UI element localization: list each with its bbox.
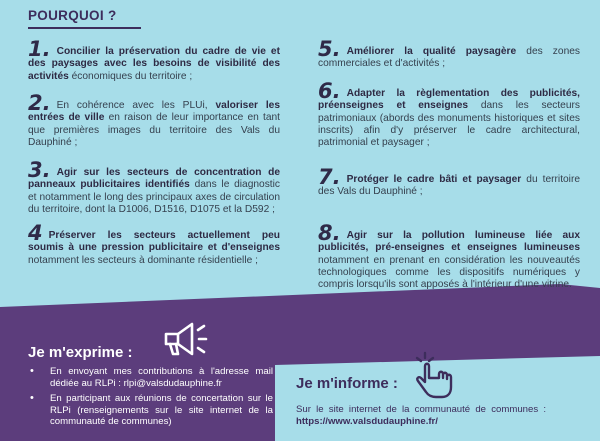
- title-underline: [28, 27, 141, 29]
- expression-list: [28, 366, 273, 432]
- objective-5: 5. Améliorer la qualité paysagère des zones commerciales et d'activités ;: [318, 37, 580, 70]
- information-text: Sur le site internet de la communauté de communes : https://www.valsdudauphine.fr/: [296, 404, 546, 427]
- objective-2: 2. En cohérence avec les PLUi, valoriser les entrées de ville en raison de leur importance en tant que premières images du territoire des Vals du Dauphiné ;: [28, 91, 280, 148]
- objective-6: 6. Adapter la règlementation des publicités, préenseignes et enseignes dans les secteurs patrimoniaux (abords des monuments historiques et sites inscrits) afin d'y préserver le cadre architectural, patrimonial et paysager ;: [318, 79, 580, 149]
- megaphone-icon: [158, 318, 210, 362]
- objective-8: 8. Agir sur la pollution lumineuse liée aux publicités, pré-enseignes et enseignes lumineuses notamment en prenant en considération les nouveautés technologiques comme les dispositifs numériques y compris lorsqu'ils sont apposés à l'intérieur d'une vitrine.: [318, 221, 580, 291]
- objective-4: 4 Préserver les secteurs actuellement peu soumis à une pression publicitaire et d'enseignes notamment les secteurs à dominante résidentielle ;: [28, 221, 280, 266]
- tap-hand-icon: [412, 350, 458, 400]
- list-item: • En envoyant mes contributions à l'adresse mail dédiée au RLPi : rlpi@valsdudauphine.fr: [28, 366, 273, 389]
- page-title: POURQUOI ?: [28, 8, 117, 23]
- website-link[interactable]: https://www.valsdudauphine.fr/: [296, 415, 438, 427]
- list-item: • En participant aux réunions de concertation sur le RLPi (renseignements sur le site internet de la communauté de communes): [28, 393, 273, 428]
- objective-1: 1. Concilier la préservation du cadre de vie et des paysages avec les besoins de visibilité des activités économiques du territoire ;: [28, 37, 280, 82]
- objective-3: 3. Agir sur les secteurs de concentration de panneaux publicitaires identifiés dans le diagnostic et notamment le long des principaux axes de circulation du territoire, dont la D1006, D1516, D1075 et la D592 ;: [28, 158, 280, 215]
- information-title: Je m'informe :: [296, 375, 398, 392]
- expression-title: Je m'exprime :: [28, 344, 133, 361]
- objective-7: 7. Protéger le cadre bâti et paysager du territoire des Vals du Dauphiné ;: [318, 165, 581, 198]
